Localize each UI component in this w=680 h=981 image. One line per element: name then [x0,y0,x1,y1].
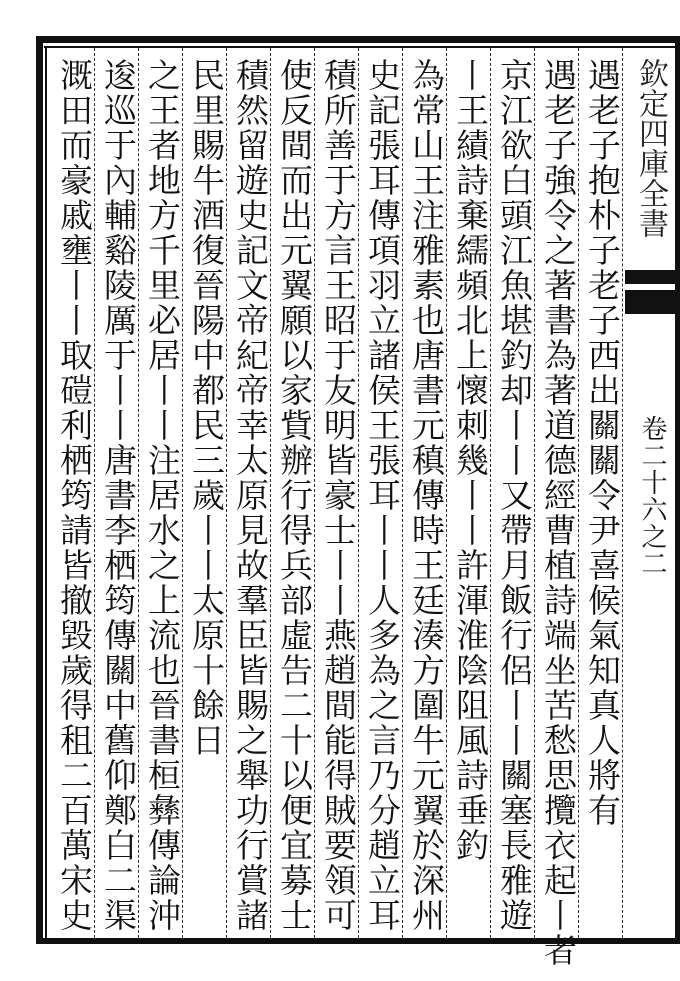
fishtail-mark [625,270,675,314]
text-column: 使反間而出元翼願以家貲辦行得兵部虛告二十以便宜募士 [275,58,314,933]
text-column: 京江欲白頭江魚堪釣却丨丨又帶月飯行侶丨丨關塞長雅遊 [495,58,534,933]
text-column: 之王者地方千里必居丨丨注居水之上流也晉書桓彝傳論沖 [143,58,182,933]
frame-left-border [36,36,43,944]
frame-left-inner-border [45,46,47,938]
text-column: 積所善于方言王昭于友明皆豪士丨丨燕趙間能得賊要領可 [319,58,358,933]
text-column: 遇老子抱朴子老子西出關關令尹喜候氣知真人將有 [583,58,622,828]
frame-right-border [675,36,680,944]
text-column: 逡巡于內輔谿陵厲于丨丨唐書李栖筠傳關中舊仰鄭白二渠 [99,58,138,933]
text-column: 遇老子強令之著書為著道德經曹植詩端坐苦愁思攬衣起丨者 [539,58,578,968]
text-column: 為常山王注雅素也唐書元稹傳時王廷湊方圍牛元翼於深州 [407,58,446,933]
frame-bottom-border [36,938,680,944]
text-column: 民里賜牛酒復晉陽中都民三歲丨丨太原十餘日 [187,58,226,758]
text-column: 丨王績詩棄繻頻北上懷刺幾丨丨許渾淮陰阻風詩垂釣 [451,58,490,863]
running-title: 欽定四庫全書 [633,58,668,238]
juan-label: 卷二十六之二 [637,415,667,577]
text-column: 積然留遊史記文帝紀帝幸太原見故羣臣皆賜之舉功行賞諸 [231,58,270,933]
frame-top-border [36,36,680,43]
text-column: 溉田而豪戚壅丨丨取磑利栖筠請皆撤毀歲得租二百萬宋史 [55,58,94,933]
fishtail-gap [625,284,675,290]
text-column: 史記張耳傳項羽立諸侯王張耳丨丨人多為之言乃分趙立耳 [363,58,402,933]
